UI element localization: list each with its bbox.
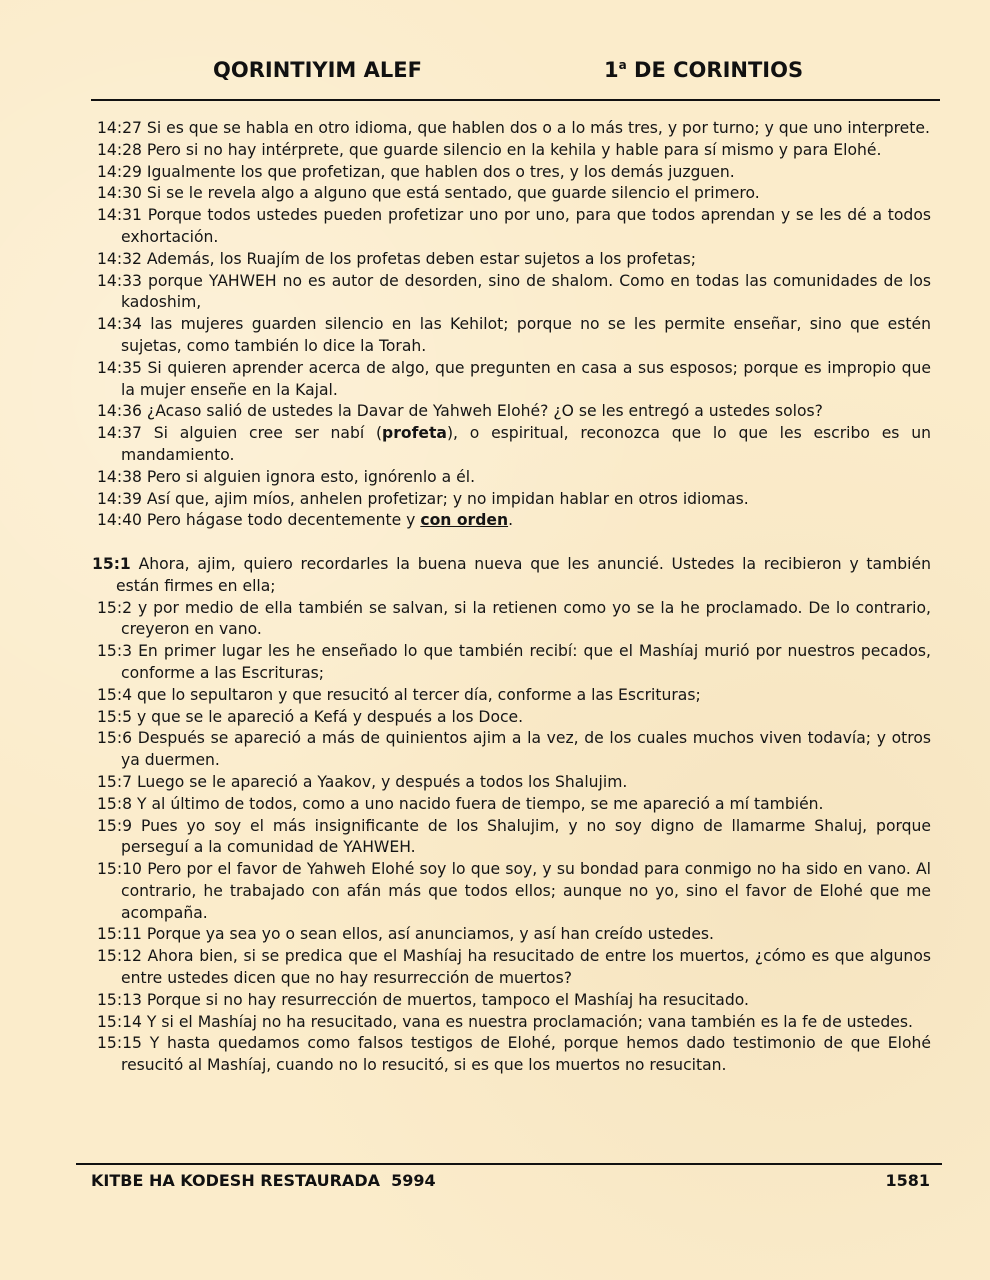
book-title-hebrew: QORINTIYIM ALEF xyxy=(213,58,422,82)
verse-text: porque YAHWEH no es autor de desorden, sino de shalom. Como en todas las comunidades de los kadoshim, xyxy=(121,271,931,312)
verse-14-33 xyxy=(97,271,931,315)
verse-text: Y al último de todos, como a uno nacido fuera de tiempo, se me apareció a mí también. xyxy=(137,794,824,813)
verse-14-30 xyxy=(97,183,931,205)
verse-text-emphasis: con orden xyxy=(420,511,509,530)
verse-ref: 15:6 xyxy=(97,729,133,748)
verse-15-6 xyxy=(97,728,931,772)
verse-ref: 15:10 xyxy=(97,860,142,879)
book-title-spanish xyxy=(604,58,803,82)
verse-ref: 15:4 xyxy=(97,685,133,704)
verse-15-9 xyxy=(97,816,931,860)
verses-block-14a xyxy=(97,118,931,423)
verse-ref: 15:9 xyxy=(97,816,133,835)
verse-text: Y si el Mashíaj no ha resucitado, vana es nuestra proclamación; vana también es la fe de ustedes. xyxy=(146,1012,913,1031)
scripture-text xyxy=(92,118,931,1077)
verse-text: Pero si alguien ignora esto, ignórenlo a él. xyxy=(146,467,476,486)
verse-ref: 15:15 xyxy=(97,1034,142,1053)
verse-text: Igualmente los que profetizan, que hablen dos o tres, y los demás juzguen. xyxy=(146,162,735,181)
verse-text: Porque si no hay resurrección de muertos, tampoco el Mashíaj ha resucitado. xyxy=(146,990,749,1009)
verse-text: Si se le revela algo a alguno que está sentado, que guarde silencio el primero. xyxy=(146,184,760,203)
verse-text: Pero por el favor de Yahweh Elohé soy lo que soy, y su bondad para conmigo no ha sido en vano. Al contrario, he trabajado con afán más que todos ellos; aunque no yo, sino el favor de Elohé que me acompaña. xyxy=(121,860,931,922)
verse-ref: 15:2 xyxy=(97,598,133,617)
page-number: 1581 xyxy=(885,1171,930,1190)
verse-text-bold: profeta xyxy=(382,424,447,443)
verse-text: Porque ya sea yo o sean ellos, así anunciamos, y así han creído ustedes. xyxy=(146,925,715,944)
verse-15-3 xyxy=(97,641,931,685)
header-rule xyxy=(91,99,940,101)
verse-14-35 xyxy=(97,358,931,402)
verse-ref: 14:39 xyxy=(97,489,142,508)
verse-14-29 xyxy=(97,162,931,184)
verse-text: Pero si no hay intérprete, que guarde silencio en la kehila y hable para sí mismo y para Elohé. xyxy=(146,140,882,159)
verse-14-37 xyxy=(97,423,931,467)
verse-15-8 xyxy=(97,794,931,816)
verse-15-12 xyxy=(97,946,931,990)
verse-14-38 xyxy=(97,467,931,489)
verse-text-pre: Si alguien cree ser nabí ( xyxy=(153,424,383,443)
verse-ref: 15:3 xyxy=(97,642,133,661)
verse-15-14 xyxy=(97,1012,931,1034)
verse-text-post: ), o espiritual, reconozca que lo que les escribo es un mandamiento. xyxy=(121,424,931,464)
verse-text: Además, los Ruajím de los profetas deben estar sujetos a los profetas; xyxy=(146,249,697,268)
verse-ref: 14:29 xyxy=(97,162,142,181)
verse-15-10 xyxy=(97,859,931,924)
verse-15-4 xyxy=(97,685,931,707)
verse-ref: 14:35 xyxy=(97,358,142,377)
verse-ref: 15:13 xyxy=(97,990,142,1009)
verse-ref: 15:14 xyxy=(97,1012,142,1031)
verses-block-14b xyxy=(97,467,931,511)
verses-block-15 xyxy=(97,598,931,1078)
verse-text: Luego se le apareció a Yaakov, y después a todos los Shalujim. xyxy=(137,772,628,791)
verse-ref: 14:37 xyxy=(97,424,142,443)
title-number: 1 xyxy=(604,58,619,82)
verse-ref: 14:38 xyxy=(97,467,142,486)
verse-ref: 15:5 xyxy=(97,707,133,726)
verse-text: ¿Acaso salió de ustedes la Davar de Yahweh Elohé? ¿O se les entregó a ustedes solos? xyxy=(146,402,823,421)
verse-text: las mujeres guarden silencio en las Kehilot; porque no se les permite enseñar, sino que estén sujetas, como también lo dice la Torah. xyxy=(121,315,931,355)
verse-ref: 15:11 xyxy=(97,925,142,944)
verse-ref: 14:40 xyxy=(97,511,142,530)
verse-14-40 xyxy=(97,510,931,532)
verse-text: Después se apareció a más de quinientos ajim a la vez, de los cuales muchos viven todavía; y otros ya duermen. xyxy=(121,729,931,770)
verse-text: En primer lugar les he enseñado lo que también recibí: que el Mashíaj murió por nuestros pecados, conforme a las Escrituras; xyxy=(121,642,931,682)
verse-text: Ahora, ajim, quiero recordarles la buena nueva que les anuncié. Ustedes la recibieron y también están firmes en ella; xyxy=(116,554,931,595)
verse-text-pre: Pero hágase todo decentemente y xyxy=(146,511,421,530)
verse-ref: 14:36 xyxy=(97,402,142,421)
verse-text: Así que, ajim míos, anhelen profetizar; y no impidan hablar en otros idiomas. xyxy=(146,489,749,508)
verse-ref: 14:33 xyxy=(97,271,142,290)
verse-text: y que se le apareció a Kefá y después a los Doce. xyxy=(137,707,524,726)
footer-rule xyxy=(76,1163,942,1165)
verse-14-34 xyxy=(97,314,931,358)
verse-text: Porque todos ustedes pueden profetizar uno por uno, para que todos aprendan y se les dé a todos exhortación. xyxy=(121,206,931,246)
verse-14-27 xyxy=(97,118,931,140)
title-ordinal: a xyxy=(618,58,627,72)
verse-ref: 14:28 xyxy=(97,140,142,159)
verse-14-36 xyxy=(97,401,931,423)
verse-15-1 xyxy=(92,554,931,598)
verse-text: Y hasta quedamos como falsos testigos de Elohé, porque hemos dado testimonio de que Elohé resucitó al Mashíaj, cuando no lo resucitó, si es que los muertos no resucitan. xyxy=(121,1034,931,1075)
verse-ref: 14:30 xyxy=(97,184,142,203)
verse-15-2 xyxy=(97,598,931,642)
verse-text: Ahora bien, si se predica que el Mashíaj ha resucitado de entre los muertos, ¿cómo es que algunos entre ustedes dicen que no hay resurrección de muertos? xyxy=(121,947,931,988)
verse-text-post: . xyxy=(508,511,514,530)
verse-ref: 15:7 xyxy=(97,772,133,791)
verse-15-7 xyxy=(97,772,931,794)
verse-14-28 xyxy=(97,140,931,162)
verse-ref: 15:8 xyxy=(97,794,133,813)
footer-edition: KITBE HA KODESH RESTAURADA 5994 xyxy=(91,1171,436,1190)
verse-ref: 14:31 xyxy=(97,206,142,225)
verse-text: Si es que se habla en otro idioma, que hablen dos o a lo más tres, y por turno; y que uno interprete. xyxy=(146,119,930,137)
verse-14-39 xyxy=(97,489,931,511)
verse-14-31 xyxy=(97,205,931,249)
verse-ref: 14:34 xyxy=(97,315,142,334)
verse-text: y por medio de ella también se salvan, si la retienen como yo se la he proclamado. De lo contrario, creyeron en vano. xyxy=(121,598,931,639)
verse-text: que lo sepultaron y que resucitó al tercer día, conforme a las Escrituras; xyxy=(137,685,701,704)
verse-ref: 15:12 xyxy=(97,947,142,966)
verse-15-5 xyxy=(97,707,931,729)
chapter-start-ref: 15:1 xyxy=(92,554,131,573)
verse-15-15 xyxy=(97,1033,931,1077)
page-header xyxy=(0,58,990,92)
verse-14-32 xyxy=(97,249,931,271)
verse-text: Pues yo soy el más insignificante de los Shalujim, y no soy digno de llamarme Shaluj, porque perseguí a la comunidad de YAHWEH. xyxy=(121,816,931,857)
verse-text: Si quieren aprender acerca de algo, que pregunten en casa a sus esposos; porque es impropio que la mujer enseñe en la Kajal. xyxy=(121,358,931,399)
verse-ref: 14:27 xyxy=(97,119,142,137)
verse-15-13 xyxy=(97,990,931,1012)
verse-ref: 14:32 xyxy=(97,249,142,268)
verse-15-11 xyxy=(97,924,931,946)
title-rest: DE CORINTIOS xyxy=(626,58,804,82)
